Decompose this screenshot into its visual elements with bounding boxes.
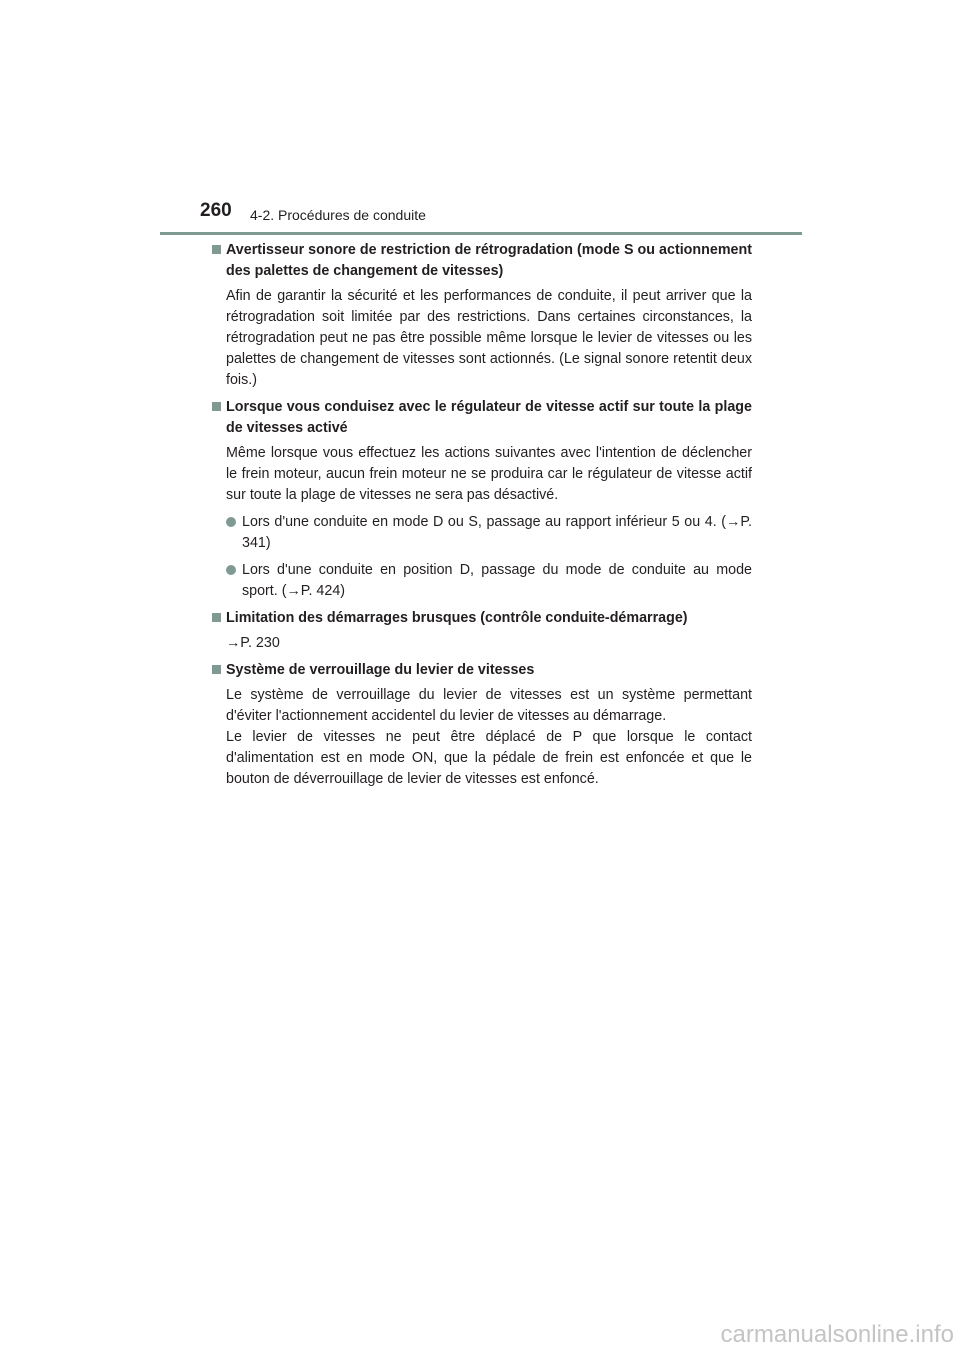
section-paragraph: Le levier de vitesses ne peut être déplacé de P que lorsque le contact d'alimentation est en mode ON, que la pédale de frein est enfoncée et que le bouton de déverrouillage de levier de vitesses est enfoncé. [226, 729, 752, 787]
page-header [0, 0, 960, 240]
square-bullet-icon [212, 665, 221, 674]
section-paragraph: Le système de verrouillage du levier de vitesses est un système permettant d'éviter l'actionnement accidentel du levier de vitesses au démarrage. [226, 687, 752, 724]
list-item [212, 512, 752, 554]
circle-bullet-icon [226, 565, 236, 575]
square-bullet-icon [212, 245, 221, 254]
section-title-text: Système de verrouillage du levier de vitesses [226, 662, 535, 678]
list-item-text: Lors d'une conduite en position D, passage du mode de conduite au mode sport. (→P. 424) [242, 562, 752, 599]
page-reference: →P. 230 [226, 635, 280, 651]
section-title-text: Limitation des démarrages brusques (contrôle conduite-démarrage) [226, 610, 688, 626]
section-title [212, 660, 752, 681]
watermark: carmanualsonline.info [720, 1321, 954, 1348]
list-item [212, 560, 752, 602]
section-shift-lock [212, 660, 752, 790]
section-cruise-control [212, 397, 752, 602]
section-title [212, 608, 752, 629]
page-number: 260 [200, 200, 232, 221]
list-item-text: Lors d'une conduite en mode D ou S, passage au rapport inférieur 5 ou 4. (→P. 341) [242, 514, 752, 551]
circle-bullet-icon [226, 517, 236, 527]
section-title-text: Lorsque vous conduisez avec le régulateur de vitesse actif sur toute la plage de vitesses activé [226, 399, 752, 436]
chapter-title: 4-2. Procédures de conduite [250, 207, 426, 223]
section-paragraph: Même lorsque vous effectuez les actions suivantes avec l'intention de déclencher le frein moteur, aucun frein moteur ne se produira car le régulateur de vitesse actif sur toute la plage de vitesses ne sera pas désactivé. [226, 445, 752, 503]
section-title [212, 240, 752, 282]
page-content [212, 240, 752, 796]
square-bullet-icon [212, 402, 221, 411]
section-downshift-buzzer [212, 240, 752, 391]
header-rule [160, 232, 802, 235]
section-paragraph: Afin de garantir la sécurité et les performances de conduite, il peut arriver que la rétrogradation soit limitée par des restrictions. Dans certaines circonstances, la rétrogradation peut ne pas être possible même lorsque le levier de vitesses ou les palettes de changement de vitesses sont actionnés. (Le signal sonore retentit deux fois.) [226, 288, 752, 388]
square-bullet-icon [212, 613, 221, 622]
section-title-text: Avertisseur sonore de restriction de rétrogradation (mode S ou actionnement des palettes de changement de vitesses) [226, 242, 752, 279]
section-drive-start-control [212, 608, 752, 654]
section-title [212, 397, 752, 439]
